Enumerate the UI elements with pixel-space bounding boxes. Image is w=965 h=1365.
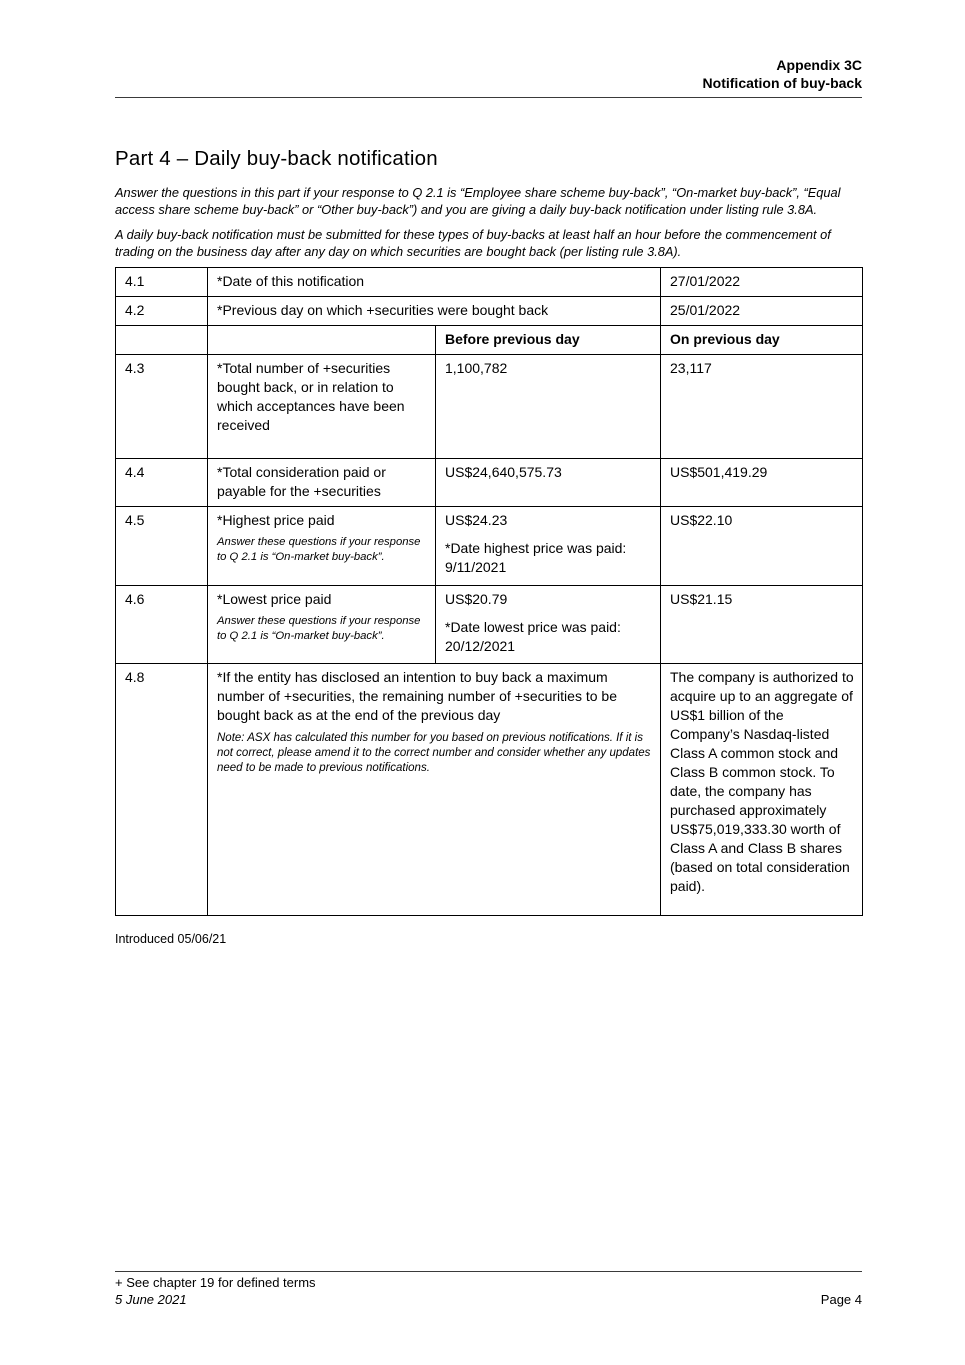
answer-on: 23,117 [661,355,863,459]
row-number: 4.5 [116,507,208,586]
footer [115,1271,862,1308]
row-number: 4.6 [116,586,208,664]
row-number: 4.4 [116,459,208,507]
row-number: 4.1 [116,268,208,297]
table-row-4-3 [116,355,863,459]
appendix-header [115,56,862,98]
answer-before: 1,100,782 [436,355,661,459]
question-label: *Highest price paid [217,512,335,528]
question-label: *Total consideration paid or payable for the +securities [208,459,436,507]
table-row-4-5 [116,507,863,586]
question-cell [208,664,661,916]
intro-paragraph-1: Answer the questions in this part if your response to Q 2.1 is “Employee share scheme buy-back”, “On-market buy-back”, “Equal access share scheme buy-back” or “Other buy-back”) and you are giving a daily buy-back notification under listing rule 3.8A. [115,185,841,217]
defined-terms-note: + See chapter 19 for defined terms [115,1275,316,1290]
answer-on: US$501,419.29 [661,459,863,507]
answer-before-cell [436,507,661,586]
column-header-on: On previous day [661,326,863,355]
intro-section [115,184,862,260]
question-note: Note: ASX has calculated this number for you based on previous notifications. If it is not correct, please amend it to the correct number and consider whether any updates need to be made to previous notifications. [217,732,651,774]
table-row-4-1 [116,268,863,297]
table-row-4-8 [116,664,863,916]
column-header-before: Before previous day [436,326,661,355]
document-page [115,0,862,946]
answer-before-date: *Date lowest price was paid: 20/12/2021 [445,619,621,654]
question-label: *Previous day on which +securities were bought back [208,297,661,326]
question-cell [208,586,436,664]
answer-value: 25/01/2022 [661,297,863,326]
table-row-4-4 [116,459,863,507]
question-label: *If the entity has disclosed an intention to buy back a maximum number of +securities, the remaining number of +securities to be bought back as at the end of the previous day [217,669,617,723]
answer-before-price: US$24.23 [445,512,508,528]
buyback-table [115,267,863,916]
answer-on: US$22.10 [661,507,863,586]
answer-on: US$21.15 [661,586,863,664]
intro-paragraph-2: A daily buy-back notification must be submitted for these types of buy-backs at least half an hour before the commencement of trading on the business day after any day on which securities are bought back (per listing rule 3.8A). [115,227,831,259]
answer-before-price: US$20.79 [445,591,508,607]
question-label: *Date of this notification [208,268,661,297]
table-row-4-6 [116,586,863,664]
answer-before: US$24,640,575.73 [436,459,661,507]
table-row-4-2 [116,297,863,326]
row-number: 4.2 [116,297,208,326]
appendix-label: Appendix 3C [776,57,862,73]
introduced-note: Introduced 05/06/21 [115,932,227,946]
answer-value: 27/01/2022 [661,268,863,297]
row-number: 4.8 [116,664,208,916]
row-number: 4.3 [116,355,208,459]
question-cell [208,507,436,586]
answer-value: The company is authorized to acquire up to an aggregate of US$1 billion of the Company’s Nasdaq-listed Class A common stock and Class B common stock. To date, the company has purchased approximately US$75,019,333.30 worth of Class A and Class B shares (based on total consideration paid). [661,664,863,916]
page-title: Part 4 – Daily buy-back notification [115,147,438,170]
table-header-row [116,326,863,355]
question-label: *Total number of +securities bought back, or in relation to which acceptances have been received [208,355,436,459]
page-number: Page 4 [820,1291,862,1307]
empty-cell [116,326,208,355]
answer-before-cell [436,586,661,664]
footer-row [115,1292,862,1309]
answer-before-date: *Date highest price was paid: 9/11/2021 [445,540,627,575]
footer-date: 5 June 2021 [115,1291,187,1307]
empty-cell [208,326,436,355]
form-title: Notification of buy-back [702,75,862,91]
question-note: Answer these questions if your response to Q 2.1 is “On-market buy-back”. [217,536,421,563]
question-note: Answer these questions if your response to Q 2.1 is “On-market buy-back”. [217,615,421,642]
question-label: *Lowest price paid [217,591,332,607]
